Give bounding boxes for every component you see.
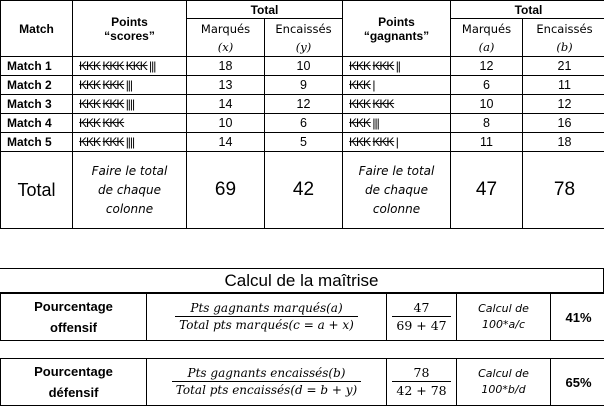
total-row bbox=[1, 152, 604, 229]
offensive-value-numerator: 47 bbox=[392, 300, 450, 317]
header-marques-label: Marqués bbox=[187, 20, 264, 38]
match-label: Match 3 bbox=[1, 95, 73, 114]
tally-scores: ₭₭₭ ₭₭₭ bbox=[73, 114, 187, 133]
value-x: 18 bbox=[187, 57, 265, 76]
offensive-formula-fraction bbox=[175, 301, 358, 332]
header-encaisses-right-var: (b) bbox=[556, 40, 572, 54]
defensive-percent: 65% bbox=[551, 359, 604, 406]
header-points-gagnants-line1: Points bbox=[343, 15, 450, 29]
header-points-gagnants-line2: “gagnants” bbox=[343, 29, 450, 43]
offensive-label bbox=[1, 294, 147, 341]
table-row bbox=[1, 57, 604, 76]
value-a: 8 bbox=[451, 114, 523, 133]
defensive-label bbox=[1, 359, 147, 406]
header-encaisses-right-label: Encaissés bbox=[523, 20, 604, 38]
header-marques-var: (x) bbox=[218, 40, 233, 54]
mastery-title: Calcul de la maîtrise bbox=[0, 268, 604, 293]
defensive-table bbox=[0, 358, 604, 406]
total-label: Total bbox=[1, 152, 73, 229]
defensive-value-denominator: 42 + 78 bbox=[392, 382, 450, 398]
value-b: 12 bbox=[523, 95, 604, 114]
match-label: Match 4 bbox=[1, 114, 73, 133]
tally-scores: ₭₭₭ ₭₭₭ ₭₭₭ ||| bbox=[73, 57, 187, 76]
value-y: 5 bbox=[265, 133, 343, 152]
total-note-left bbox=[73, 152, 187, 229]
header-points-scores bbox=[73, 1, 187, 57]
value-a: 11 bbox=[451, 133, 523, 152]
table-row bbox=[1, 95, 604, 114]
value-x: 14 bbox=[187, 95, 265, 114]
value-b: 16 bbox=[523, 114, 604, 133]
header-marques bbox=[187, 19, 265, 57]
offensive-value-denominator: 69 + 47 bbox=[392, 317, 450, 333]
header-total-left: Total bbox=[187, 1, 343, 19]
offensive-values-fraction bbox=[392, 300, 450, 333]
offensive-formula-denominator: Total pts marqués(c = a + x) bbox=[175, 317, 358, 332]
value-a: 12 bbox=[451, 57, 523, 76]
table-row bbox=[1, 76, 604, 95]
table-row bbox=[1, 133, 604, 152]
match-label: Match 2 bbox=[1, 76, 73, 95]
value-x: 14 bbox=[187, 133, 265, 152]
defensive-formula-denominator: Total pts encaissés(d = b + y) bbox=[172, 382, 361, 397]
total-y: 42 bbox=[265, 152, 343, 229]
value-x: 13 bbox=[187, 76, 265, 95]
offensive-table bbox=[0, 293, 604, 341]
value-b: 11 bbox=[523, 76, 604, 95]
header-points-scores-line2: “scores” bbox=[73, 29, 186, 43]
defensive-calc-note-line1: Calcul de bbox=[457, 366, 550, 382]
defensive-calc-note bbox=[457, 359, 551, 406]
offensive-calc-note-line1: Calcul de bbox=[457, 301, 550, 317]
value-a: 10 bbox=[451, 95, 523, 114]
defensive-formula bbox=[147, 359, 387, 406]
value-y: 6 bbox=[265, 114, 343, 133]
header-encaisses-label: Encaissés bbox=[265, 20, 342, 38]
total-x: 69 bbox=[187, 152, 265, 229]
defensive-label-line1: Pourcentage bbox=[1, 361, 146, 382]
tally-scores: ₭₭₭ ₭₭₭ ||| bbox=[73, 76, 187, 95]
offensive-percent: 41% bbox=[551, 294, 604, 341]
tally-gagnants: ₭₭₭ ₭₭₭ bbox=[343, 95, 451, 114]
header-marques-right bbox=[451, 19, 523, 57]
tally-scores: ₭₭₭ ₭₭₭ |||| bbox=[73, 133, 187, 152]
header-encaisses-var: (y) bbox=[296, 40, 311, 54]
tally-gagnants: ₭₭₭ ||| bbox=[343, 114, 451, 133]
tally-gagnants: ₭₭₭ | bbox=[343, 76, 451, 95]
total-note-right-line3: colonne bbox=[343, 200, 450, 219]
tally-gagnants: ₭₭₭ ₭₭₭ || bbox=[343, 57, 451, 76]
offensive-label-line1: Pourcentage bbox=[1, 296, 146, 317]
header-match: Match bbox=[1, 1, 73, 57]
value-y: 12 bbox=[265, 95, 343, 114]
total-note-left-line2: de chaque bbox=[73, 181, 186, 200]
value-b: 21 bbox=[523, 57, 604, 76]
defensive-formula-numerator: Pts gagnants encaissés(b) bbox=[172, 366, 361, 382]
table-row bbox=[1, 114, 604, 133]
offensive-formula-numerator: Pts gagnants marqués(a) bbox=[175, 301, 358, 317]
value-x: 10 bbox=[187, 114, 265, 133]
defensive-calc-note-line2: 100*b/d bbox=[457, 382, 550, 398]
defensive-values bbox=[387, 359, 457, 406]
header-points-scores-line1: Points bbox=[73, 15, 186, 29]
offensive-formula bbox=[147, 294, 387, 341]
defensive-label-line2: défensif bbox=[1, 382, 146, 403]
value-a: 6 bbox=[451, 76, 523, 95]
offensive-calc-note-line2: 100*a/c bbox=[457, 317, 550, 333]
match-label: Match 1 bbox=[1, 57, 73, 76]
header-total-right: Total bbox=[451, 1, 604, 19]
offensive-values bbox=[387, 294, 457, 341]
total-b: 78 bbox=[523, 152, 604, 229]
total-note-left-line3: colonne bbox=[73, 200, 186, 219]
tally-scores: ₭₭₭ ₭₭₭ |||| bbox=[73, 95, 187, 114]
total-note-right-line2: de chaque bbox=[343, 181, 450, 200]
header-marques-right-label: Marqués bbox=[451, 20, 522, 38]
total-note-right bbox=[343, 152, 451, 229]
total-a: 47 bbox=[451, 152, 523, 229]
match-label: Match 5 bbox=[1, 133, 73, 152]
header-encaisses bbox=[265, 19, 343, 57]
value-y: 9 bbox=[265, 76, 343, 95]
offensive-label-line2: offensif bbox=[1, 317, 146, 338]
defensive-formula-fraction bbox=[172, 366, 361, 397]
value-y: 10 bbox=[265, 57, 343, 76]
header-marques-right-var: (a) bbox=[479, 40, 495, 54]
value-b: 18 bbox=[523, 133, 604, 152]
header-encaisses-right bbox=[523, 19, 604, 57]
defensive-values-fraction bbox=[392, 365, 450, 398]
defensive-value-numerator: 78 bbox=[392, 365, 450, 382]
total-note-left-line1: Faire le total bbox=[73, 162, 186, 181]
offensive-calc-note bbox=[457, 294, 551, 341]
total-note-right-line1: Faire le total bbox=[343, 162, 450, 181]
header-points-gagnants bbox=[343, 1, 451, 57]
tally-gagnants: ₭₭₭ ₭₭₭ | bbox=[343, 133, 451, 152]
